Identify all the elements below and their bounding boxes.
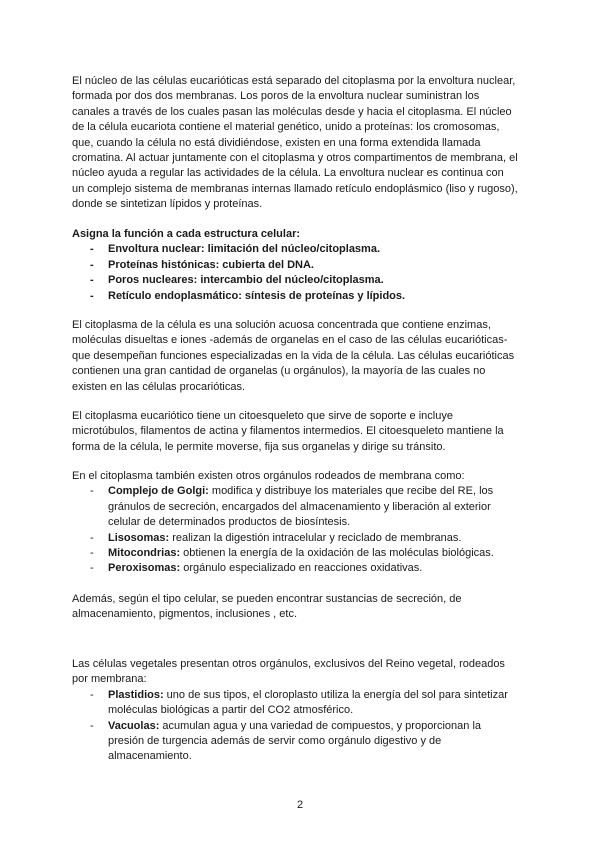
plant-organelle-term: Vacuolas: [108,719,160,732]
organelle-desc: realizan la digestión intracelular y reciclado de membranas. [169,531,462,544]
assign-item-text: Poros nucleares: intercambio del núcleo/citoplasma. [108,274,384,287]
list-item [72,242,518,257]
organelles-intro: En el citoplasma también existen otros orgánulos rodeados de membrana como: [72,470,465,482]
organelle-desc: orgánulo especializado en reacciones oxidativas. [180,562,423,575]
bullet-dash: - [90,258,94,271]
plants-intro: Las células vegetales presentan otros orgánulos, exclusivos del Reino vegetal, rodeados por membrana: [72,658,505,686]
organelle-term: Mitocondrias: [108,547,181,560]
bullet-dash: - [90,688,94,701]
organelle-term: Peroxisomas: [108,562,181,575]
plants-section [72,657,518,765]
list-item [72,273,518,288]
paragraph-cytoplasm-text: El citoplasma de la célula es una solución acuosa concentrada que contiene enzimas, moléculas disueltas e iones -además de organelas en el caso de las células eucarióticas- que desempeñan funciones especializadas en la vida de la célula. Las células eucarióticas contienen una gran cantidad de organelas (u orgánulos), la mayoría de las cuales no existen en las células procarióticas. [72,319,515,393]
organelle-term: Complejo de Golgi: [108,485,209,498]
list-item [72,484,518,530]
assign-item-text: Retículo endoplasmático: síntesis de proteínas y lípidos. [108,289,406,302]
organelles-list [72,484,518,576]
bullet-dash: - [90,562,94,575]
list-item [72,546,518,561]
assign-section [72,227,518,304]
bullet-dash: - [90,547,94,560]
bullet-dash: - [90,289,94,302]
bullet-dash: - [90,485,94,498]
paragraph-nucleus [72,74,518,213]
organelle-term: Lisosomas: [108,531,170,544]
paragraph-nucleus-text: El núcleo de las células eucarióticas está separado del citoplasma por la envoltura nuclear, formada por dos dos membranas. Los poros de la envoltura nuclear suministran los canales a través de los cuales pasan las moléculas desde y hacia el citoplasma. El núcleo de la célula eucariota contiene el material genético, unido a proteínas: los cromosomas, que, cuando la célula no está dividiéndose, existen en una forma extendida llamada cromatina. Al actuar juntamente con el citoplasma y otros compartimentos de membrana, el núcleo ayuda a regular las actividades de la célula. La envoltura nuclear es continua con un complejo sistema de membranas internas llamado retículo endoplásmico (liso y rugoso), donde se sintetizan lípidos y proteínas. [72,75,518,211]
assign-list [72,242,518,304]
organelle-desc: obtienen la energía de la oxidación de las moléculas biológicas. [180,547,494,560]
list-item [72,258,518,273]
list-item [72,561,518,576]
list-item [72,531,518,546]
assign-item-text: Proteínas histónicas: cubierta del DNA. [108,258,314,271]
organelle-desc: modifica y distribuye los materiales que recibe del RE, los gránulos de secreción, encargados del almacenamiento y liberación al exterior celular de determinados productos de biosíntesis. [108,485,494,529]
bullet-dash: - [90,274,94,287]
organelles-section [72,469,518,577]
paragraph-cytoplasm [72,318,518,395]
page-number: 2 [296,799,304,811]
paragraph-cytoskeleton [72,409,518,455]
paragraph-substances [72,592,518,623]
paragraph-cytoskeleton-text: El citoplasma eucariótico tiene un citoesqueleto que sirve de soporte e incluye microtúbulos, filamentos de actina y filamentos intermedios. El citoesqueleto mantiene la forma de la célula, le permite moverse, fija sus organelas y dirige su tránsito. [72,410,504,453]
list-item [72,289,518,304]
plants-list [72,688,518,765]
assign-title: Asigna la función a cada estructura celular: [72,228,301,240]
plant-organelle-term: Plastidios: [108,688,164,701]
plant-organelle-desc: uno de sus tipos, el cloroplasto utiliza la energía del sol para sintetizar moléculas biológicas a partir del CO2 atmosférico. [108,688,508,717]
list-item [72,688,518,719]
bullet-dash: - [90,531,94,544]
plant-organelle-desc: acumulan agua y una variedad de compuestos, y proporcionan la presión de turgencia además de servir como orgánulo digestivo y de almacenamiento. [108,719,482,763]
list-item [72,719,518,765]
bullet-dash: - [90,719,94,732]
bullet-dash: - [90,243,94,256]
assign-item-text: Envoltura nuclear: limitación del núcleo/citoplasma. [108,243,381,256]
paragraph-substances-text: Además, según el tipo celular, se pueden encontrar sustancias de secreción, de almacenamiento, pigmentos, inclusiones , etc. [72,593,462,621]
